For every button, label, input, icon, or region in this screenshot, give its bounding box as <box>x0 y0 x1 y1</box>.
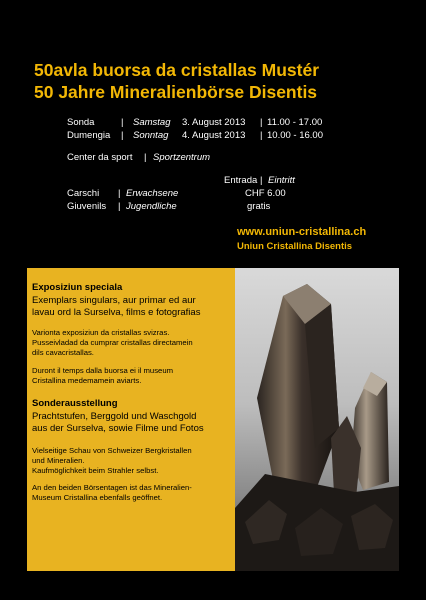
admission-price: gratis <box>247 201 271 212</box>
smoky-quartz-photo <box>235 268 399 571</box>
separator: | <box>118 201 121 212</box>
venue-romansh: Center da sport <box>67 152 133 163</box>
separator: | <box>260 130 263 141</box>
page-title-romansh: 50avla buorsa da cristallas Mustér <box>34 60 319 80</box>
date: 3. August 2013 <box>182 117 246 128</box>
exhibition-text-line: Museum Cristallina ebenfalls geöffnet. <box>32 493 163 502</box>
day-german: Sonntag <box>133 130 169 141</box>
separator: | <box>121 117 124 128</box>
admission-header-romansh: Entrada <box>224 175 258 186</box>
admission-category-german: Jugendliche <box>126 201 177 212</box>
hours: 11.00 - 17.00 <box>267 117 323 128</box>
exhibition-text-line: dils cavacristallas. <box>32 348 94 357</box>
exhibition-text-line: Duront il temps dalla buorsa ei il museum <box>32 366 173 375</box>
exhibition-text-line: Varionta exposiziun da cristallas svizras. <box>32 328 170 337</box>
separator: | <box>118 188 121 199</box>
exhibition-lead-line: Exemplars singulars, aur primar ed aur <box>32 295 196 306</box>
exhibition-heading-german: Sonderausstellung <box>32 398 118 409</box>
day-german: Samstag <box>133 117 171 128</box>
exhibition-text-line: Cristallina medemamein aviarts. <box>32 376 142 385</box>
exhibition-text-line: Vielseitige Schau von Schweizer Bergkristallen <box>32 446 192 455</box>
organization-name: Uniun Cristallina Disentis <box>237 241 353 252</box>
exhibition-text-line: und Mineralien. <box>32 456 85 465</box>
exhibition-heading-romansh: Exposiziun speciala <box>32 282 123 293</box>
venue-german: Sportzentrum <box>153 152 211 163</box>
separator: | <box>260 175 263 186</box>
website-link[interactable]: www.uniun-cristallina.ch <box>237 226 367 238</box>
date: 4. August 2013 <box>182 130 246 141</box>
exhibition-panel <box>27 268 399 571</box>
crystal-illustration <box>235 268 399 571</box>
separator: | <box>260 117 263 128</box>
admission-header-german: Eintritt <box>268 175 295 186</box>
admission-category-german: Erwachsene <box>126 188 179 199</box>
day-romansh: Sonda <box>67 117 95 128</box>
exhibition-text-line: Kaufmöglichkeit beim Strahler selbst. <box>32 466 159 475</box>
exhibition-lead-line: Prachtstufen, Berggold und Waschgold <box>32 411 197 422</box>
exhibition-text-line: An den beiden Börsentagen ist das Mineralien- <box>32 483 192 492</box>
exhibition-lead-line: aus der Surselva, sowie Filme und Fotos <box>32 423 204 434</box>
exhibition-text <box>27 268 239 571</box>
admission-category-romansh: Carschi <box>67 188 100 199</box>
day-romansh: Dumengia <box>67 130 111 141</box>
exhibition-lead-line: lavau ord la Surselva, films e fotografias <box>32 307 201 318</box>
separator: | <box>144 152 147 163</box>
exhibition-text-line: Pusseivladad da cumprar cristallas directamein <box>32 338 193 347</box>
admission-price: CHF 6.00 <box>245 188 286 199</box>
admission-category-romansh: Giuvenils <box>67 201 107 212</box>
hours: 10.00 - 16.00 <box>267 130 323 141</box>
page-title-german: 50 Jahre Mineralienbörse Disentis <box>34 82 318 102</box>
separator: | <box>121 130 124 141</box>
